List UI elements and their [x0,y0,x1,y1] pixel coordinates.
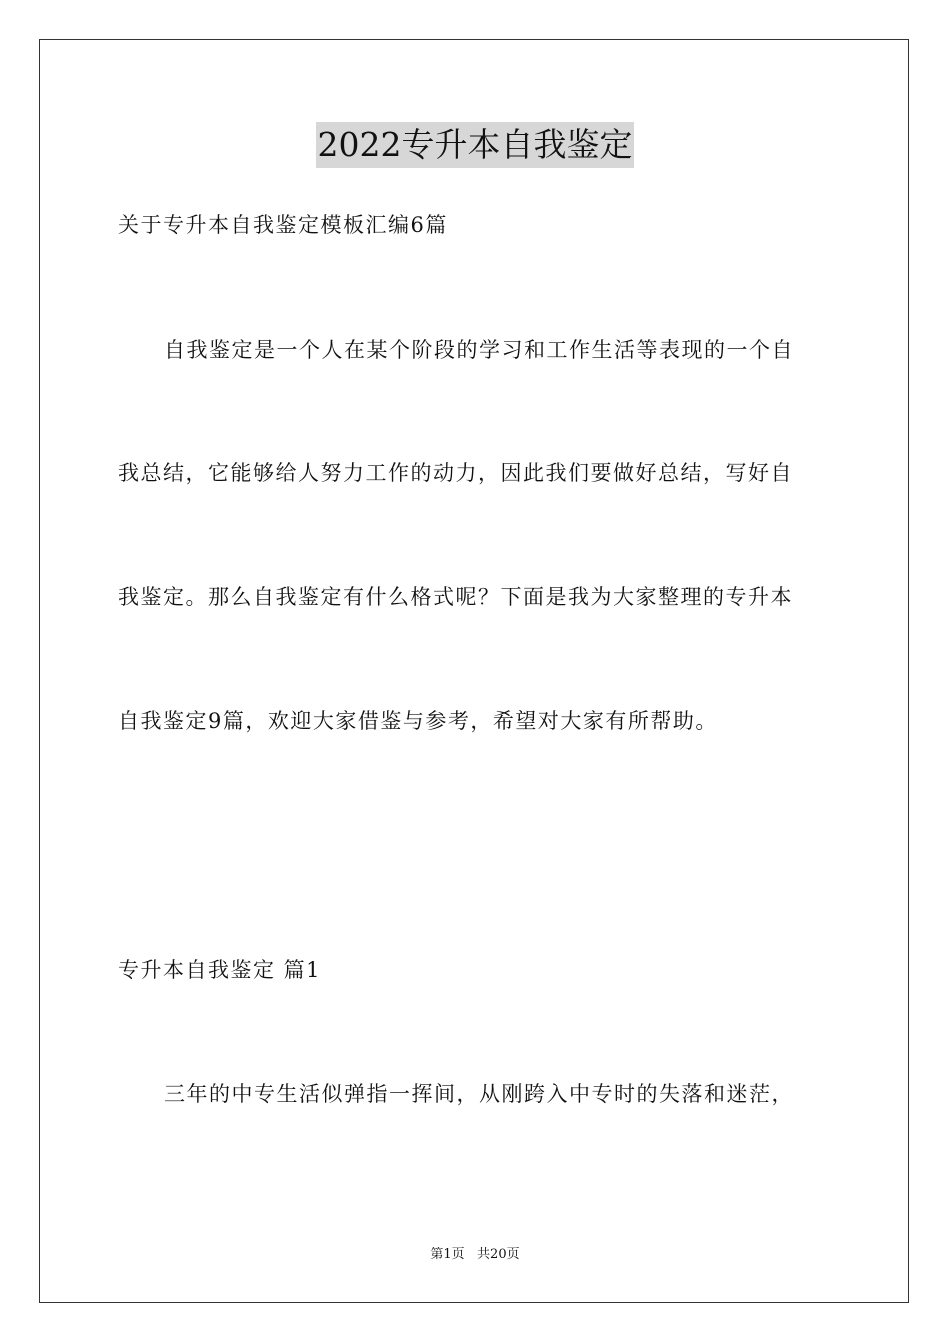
document-subtitle: 关于专升本自我鉴定模板汇编6篇 [118,213,448,237]
paragraph-line: 自我鉴定是一个人在某个阶段的学习和工作生活等表现的一个自 [164,338,794,362]
paragraph-line: 我总结，它能够给人努力工作的动力，因此我们要做好总结，写好自 [118,461,793,485]
title-container [0,122,950,168]
paragraph-line: 自我鉴定9篇，欢迎大家借鉴与参考，希望对大家有所帮助。 [118,709,718,733]
section-heading: 专升本自我鉴定 篇1 [118,958,322,982]
document-title: 2022专升本自我鉴定 [316,122,635,168]
paragraph-line: 我鉴定。那么自我鉴定有什么格式呢？下面是我为大家整理的专升本 [118,585,793,609]
page-number: 第1页 共20页 [430,1247,520,1262]
paragraph-line: 三年的中专生活似弹指一挥间，从刚跨入中专时的失落和迷茫， [164,1082,794,1106]
